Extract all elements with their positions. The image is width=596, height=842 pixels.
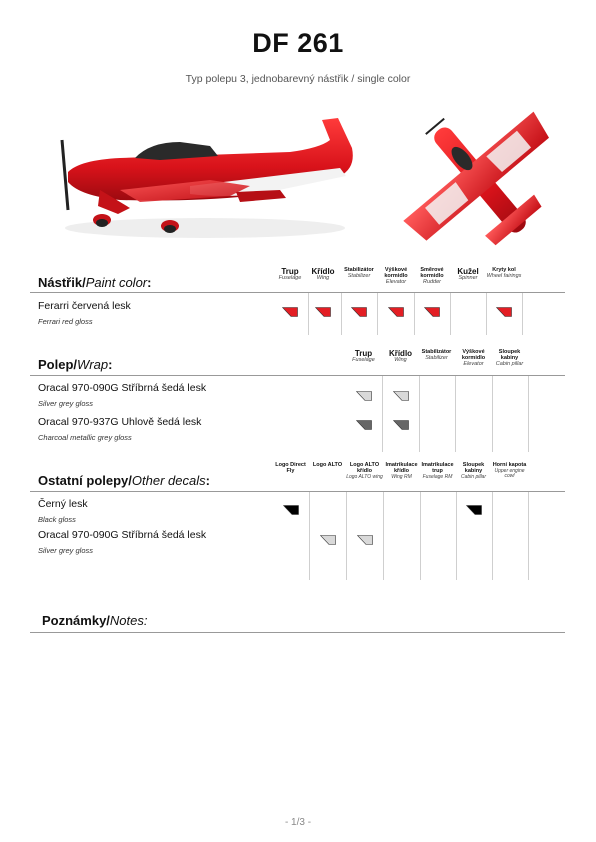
decals-column-header bbox=[309, 463, 346, 469]
decals-column-header bbox=[491, 463, 528, 479]
wrap-column-label: Trup bbox=[354, 349, 373, 358]
decals-row-subname: Silver grey gloss bbox=[38, 546, 94, 555]
paint-column-sublabel: Rudder bbox=[422, 278, 442, 285]
paint-color-swatch bbox=[351, 307, 367, 317]
wrap-column-sublabel: Fuselage bbox=[352, 357, 375, 364]
decals-row-subname: Black gloss bbox=[38, 515, 76, 524]
paint-column-label: Kužel bbox=[457, 267, 479, 276]
decals-color-swatch bbox=[357, 535, 373, 545]
airplane-illustration bbox=[40, 110, 560, 250]
decals-divider bbox=[30, 491, 565, 492]
wrap-column-label: Sloupek kabiny bbox=[498, 349, 521, 361]
paint-row-name: Ferarri červená lesk bbox=[38, 300, 131, 312]
page-number: - 1/3 - bbox=[284, 817, 312, 828]
paint-column-label: Výškové kormidlo bbox=[384, 267, 408, 279]
document-title: DF 261 bbox=[252, 28, 344, 58]
wrap-column-header bbox=[382, 350, 419, 364]
decals-column-header bbox=[419, 463, 456, 480]
wrap-column-gridline bbox=[382, 375, 383, 452]
decals-column-sublabel: Upper engine cowl bbox=[494, 467, 525, 480]
decals-color-swatch bbox=[283, 505, 299, 515]
decals-column-gridline bbox=[346, 491, 347, 580]
paint-color-swatch bbox=[424, 307, 440, 317]
paint-column-header bbox=[450, 268, 486, 282]
wrap-row-subname: Charcoal metallic grey gloss bbox=[38, 433, 132, 442]
paint-column-header bbox=[486, 268, 522, 280]
decals-column-sublabel: Wing RM bbox=[391, 473, 412, 480]
paint-column-header bbox=[341, 268, 377, 280]
decals-title-cz: Ostatní polepy/ bbox=[38, 473, 132, 488]
paint-row-subname: Ferrari red gloss bbox=[38, 317, 93, 326]
paint-column-label: Trup bbox=[281, 267, 299, 276]
paint-section-title bbox=[38, 275, 151, 290]
decals-column-gridline bbox=[456, 491, 457, 580]
wrap-column-header bbox=[345, 350, 382, 364]
wrap-divider bbox=[30, 375, 565, 376]
decals-column-header bbox=[383, 463, 420, 480]
decals-color-swatch bbox=[320, 535, 336, 545]
decals-column-header bbox=[455, 463, 492, 480]
wrap-title-en: Wrap bbox=[77, 357, 109, 372]
notes-label-cz: Poznámky/ bbox=[42, 613, 110, 628]
decals-column-gridline bbox=[420, 491, 421, 580]
top-view-plane bbox=[370, 110, 560, 250]
notes-label-en: Notes: bbox=[109, 613, 148, 628]
decals-column-header bbox=[272, 463, 309, 475]
wrap-column-sublabel: Elevator bbox=[463, 360, 484, 367]
paint-column-label: Křídlo bbox=[311, 267, 335, 276]
wrap-column-sublabel: Stabilizer bbox=[425, 354, 448, 361]
paint-column-gridline bbox=[414, 292, 415, 335]
paint-column-header bbox=[414, 268, 450, 285]
decals-column-gridline bbox=[309, 491, 310, 580]
wrap-column-header bbox=[418, 350, 455, 362]
decals-title-colon: : bbox=[205, 473, 210, 488]
paint-column-gridline bbox=[486, 292, 487, 335]
decals-column-label: Logo ALTO křídlo bbox=[349, 462, 380, 474]
notes-heading bbox=[42, 613, 148, 628]
paint-color-swatch bbox=[496, 307, 512, 317]
decals-column-label: Logo ALTO bbox=[312, 462, 343, 468]
decals-column-gridline bbox=[528, 491, 529, 580]
paint-column-sublabel: Fuselage bbox=[278, 275, 302, 282]
paint-column-header bbox=[378, 268, 414, 285]
paint-column-header bbox=[305, 268, 341, 282]
wrap-row-name: Oracal 970-937G Uhlově šedá lesk bbox=[38, 416, 202, 428]
paint-column-gridline bbox=[308, 292, 309, 335]
wrap-title-cz: Polep/ bbox=[38, 357, 78, 372]
wrap-column-label: Křídlo bbox=[388, 349, 413, 358]
decals-column-sublabel: Logo ALTO wing bbox=[346, 473, 383, 480]
wrap-title-colon: : bbox=[108, 357, 113, 372]
paint-column-sublabel: Elevator bbox=[385, 278, 407, 285]
decals-column-label: Horní kapota bbox=[492, 462, 527, 468]
wrap-row-subname: Silver grey gloss bbox=[38, 399, 94, 408]
paint-column-sublabel: Wheel fairings bbox=[486, 272, 522, 279]
notes-divider bbox=[30, 632, 565, 633]
paint-column-gridline bbox=[522, 292, 523, 335]
wrap-column-sublabel: Wing bbox=[394, 357, 407, 364]
wrap-column-sublabel: Cabin pillar bbox=[495, 360, 524, 367]
wrap-column-header bbox=[455, 350, 492, 367]
decals-color-swatch bbox=[466, 505, 482, 515]
paint-column-label: Kryty kol bbox=[492, 267, 516, 273]
paint-column-gridline bbox=[377, 292, 378, 335]
document-subtitle: Typ polepu 3, jednobarevný nástřik / single color bbox=[185, 73, 411, 85]
wrap-row-name: Oracal 970-090G Stříbrná šedá lesk bbox=[38, 382, 207, 394]
decals-row-name: Oracal 970-090G Stříbrná šedá lesk bbox=[38, 529, 207, 541]
wrap-column-header bbox=[491, 350, 528, 367]
paint-color-swatch bbox=[315, 307, 331, 317]
paint-column-gridline bbox=[341, 292, 342, 335]
wrap-column-gridline bbox=[528, 375, 529, 452]
paint-column-gridline bbox=[450, 292, 451, 335]
wrap-column-gridline bbox=[492, 375, 493, 452]
paint-color-swatch bbox=[282, 307, 298, 317]
wrap-column-label: Výškové kormidlo bbox=[461, 349, 486, 361]
decals-column-sublabel: Fuselage RM bbox=[422, 473, 453, 480]
paint-column-label: Směrové kormidlo bbox=[420, 267, 444, 279]
wrap-color-swatch bbox=[356, 391, 372, 401]
decals-column-gridline bbox=[383, 491, 384, 580]
decals-title-en: Other decals bbox=[131, 473, 206, 488]
paint-column-sublabel: Wing bbox=[316, 275, 330, 282]
decals-column-label: Imatrikulace trup bbox=[421, 462, 454, 474]
paint-divider bbox=[30, 292, 565, 293]
paint-column-label: Stabilizátor bbox=[344, 267, 374, 273]
paint-column-header bbox=[272, 268, 308, 282]
wrap-section-title bbox=[38, 357, 112, 372]
wrap-color-swatch bbox=[393, 391, 409, 401]
wrap-color-swatch bbox=[356, 420, 372, 430]
decals-section-title bbox=[38, 473, 210, 488]
paint-color-swatch bbox=[388, 307, 404, 317]
decals-column-label: Sloupek kabiny bbox=[462, 462, 485, 474]
decals-column-gridline bbox=[492, 491, 493, 580]
decals-column-label: Logo Direct Fly bbox=[275, 462, 306, 474]
decals-column-label: Imatrikulace křídlo bbox=[385, 462, 418, 474]
paint-column-sublabel: Stabilizer bbox=[347, 272, 371, 279]
wrap-column-gridline bbox=[419, 375, 420, 452]
wrap-color-swatch bbox=[393, 420, 409, 430]
decals-column-sublabel: Cabin pillar bbox=[460, 473, 486, 480]
wrap-column-gridline bbox=[455, 375, 456, 452]
paint-title-colon: : bbox=[147, 275, 152, 290]
decals-row-name: Černý lesk bbox=[38, 498, 88, 510]
paint-column-sublabel: Spinner bbox=[458, 275, 478, 282]
wrap-column-label: Stabilizátor bbox=[421, 349, 452, 355]
side-view-plane bbox=[62, 118, 353, 238]
decals-column-header bbox=[346, 463, 383, 480]
paint-title-cz: Nástřik/ bbox=[38, 275, 86, 290]
paint-title-en: Paint color bbox=[85, 275, 148, 290]
